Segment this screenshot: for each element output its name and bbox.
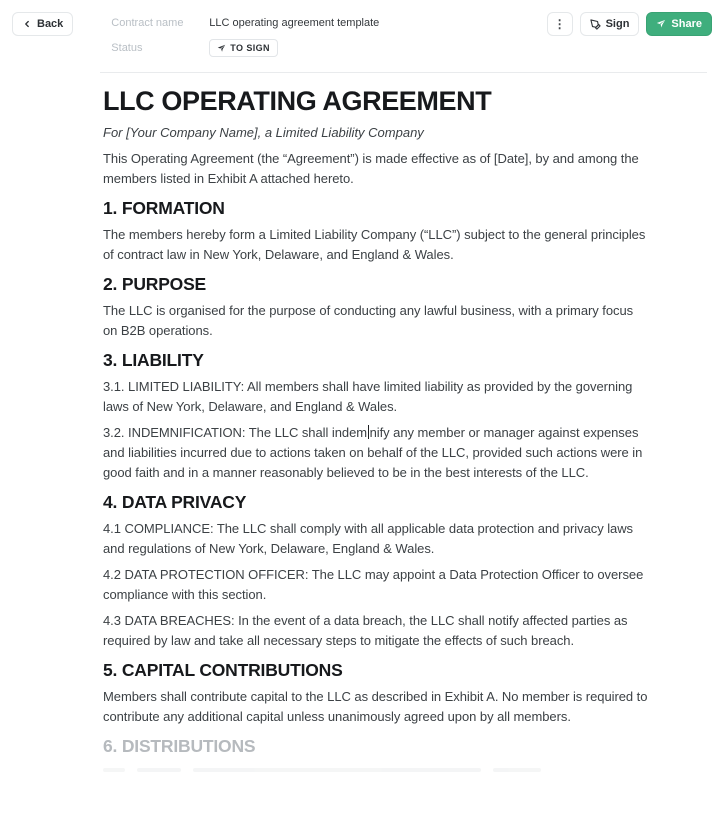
intro-paragraph[interactable]: This Operating Agreement (the “Agreement”) is made effective as of [Date], by and among the members listed in Exhibit A attached hereto. <box>103 151 639 186</box>
text-after-caret: nify any member or manager against expenses and liabilities incurred due to actions taken on behalf of the LLC, provided such actions were in good faith and in a manner reasonably believed to be in the best interests of the LLC. <box>103 425 643 480</box>
back-button-label: Back <box>37 18 64 30</box>
contract-meta <box>111 12 379 57</box>
section-heading-faded[interactable]: 6. DISTRIBUTIONS <box>103 736 256 756</box>
section-formation <box>103 197 651 265</box>
header-actions <box>547 12 712 36</box>
section-paragraph[interactable]: 4.1 COMPLIANCE: The LLC shall comply with all applicable data protection and privacy laws and regulations of New York, Delaware, England & Wales. <box>103 521 634 556</box>
status-label: Status <box>111 42 143 54</box>
ghost-bar <box>137 768 181 772</box>
share-icon <box>656 19 666 29</box>
contract-name-label: Contract name <box>111 17 184 29</box>
section-heading[interactable]: 2. PURPOSE <box>103 274 207 294</box>
sign-button-label: Sign <box>605 18 630 30</box>
back-button[interactable] <box>12 12 73 36</box>
contract-name-value: LLC operating agreement template <box>209 17 380 29</box>
send-plane-icon <box>217 44 226 53</box>
share-button-label: Share <box>671 18 702 30</box>
document-editor[interactable] <box>0 72 720 819</box>
section-paragraph[interactable]: 3.1. LIMITED LIABILITY: All members shall have limited liability as provided by the governing laws of New York, Delaware, and England & Wales. <box>103 379 633 414</box>
section-paragraph[interactable]: The members hereby form a Limited Liability Company (“LLC”) subject to the general principles of contract law in New York, Delaware, and England & Wales. <box>103 227 646 262</box>
share-button[interactable] <box>646 12 712 36</box>
section-heading[interactable]: 5. CAPITAL CONTRIBUTIONS <box>103 660 343 680</box>
ghost-bar <box>493 768 541 772</box>
text-before-caret: 3.2. INDEMNIFICATION: The LLC shall indem <box>103 425 368 440</box>
document-title[interactable]: LLC OPERATING AGREEMENT <box>103 86 492 116</box>
section-data-privacy <box>103 491 651 651</box>
section-distributions <box>103 735 651 772</box>
ghost-bar <box>193 768 481 772</box>
section-heading[interactable]: 3. LIABILITY <box>103 350 204 370</box>
ghost-bar <box>103 768 125 772</box>
more-options-button[interactable] <box>547 12 573 36</box>
status-badge <box>209 39 278 57</box>
sign-button[interactable] <box>580 12 640 36</box>
status-badge-label: TO SIGN <box>230 43 270 53</box>
section-liability <box>103 349 651 483</box>
section-heading[interactable]: 1. FORMATION <box>103 198 225 218</box>
section-purpose <box>103 273 651 341</box>
kebab-menu-icon: ⋮ <box>553 17 566 31</box>
section-paragraph-with-caret[interactable] <box>103 423 651 483</box>
faded-text-ghost <box>103 768 651 772</box>
header-toolbar <box>0 0 720 72</box>
pen-icon <box>590 19 601 30</box>
document-subtitle[interactable]: For [Your Company Name], a Limited Liability Company <box>103 125 424 140</box>
section-paragraph[interactable]: 4.3 DATA BREACHES: In the event of a data breach, the LLC shall notify affected parties as required by law and take all necessary steps to mitigate the effects of such breach. <box>103 613 628 648</box>
section-capital-contributions <box>103 659 651 727</box>
section-heading[interactable]: 4. DATA PRIVACY <box>103 492 247 512</box>
document-page <box>103 85 651 772</box>
section-paragraph[interactable]: 4.2 DATA PROTECTION OFFICER: The LLC may appoint a Data Protection Officer to oversee compliance with this section. <box>103 567 644 602</box>
section-paragraph[interactable]: The LLC is organised for the purpose of conducting any lawful business, with a primary focus on B2B operations. <box>103 303 634 338</box>
section-paragraph[interactable]: Members shall contribute capital to the LLC as described in Exhibit A. No member is required to contribute any additional capital unless unanimously agreed upon by all members. <box>103 689 648 724</box>
chevron-left-icon <box>22 19 32 29</box>
